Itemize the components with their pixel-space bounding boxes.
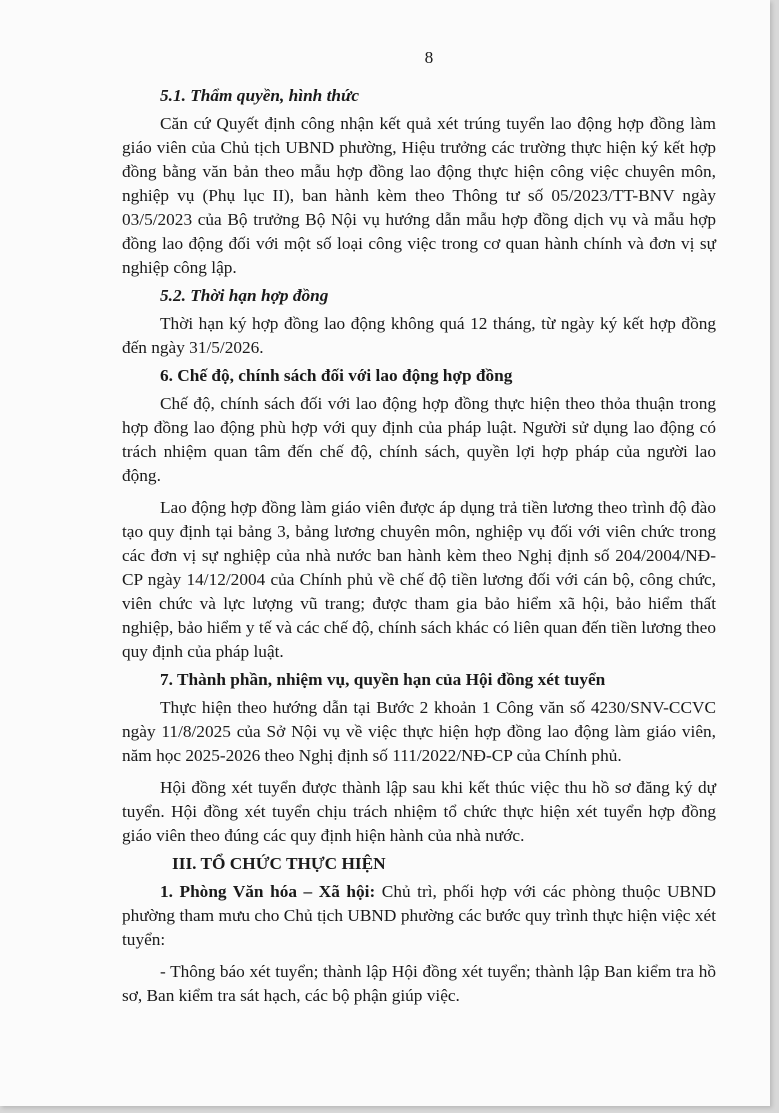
heading-5-1: 5.1. Thẩm quyền, hình thức [160,86,360,105]
paragraph-5-1: Căn cứ Quyết định công nhận kết quả xét trúng tuyển lao động hợp đồng làm giáo viên của Chủ tịch UBND phường, Hiệu trưởng các trường thực hiện ký kết hợp đồng bằng văn bản theo mẫu hợp đồng lao động thực hiện công việc chuyên môn, nghiệp vụ (Phụ lục II), ban hành kèm theo Thông tư số 05/2023/TT-BNV ngày 03/5/2023 của Bộ trưởng Bộ Nội vụ hướng dẫn mẫu hợp đồng dịch vụ và mẫu hợp đồng lao động đối với một số loại công việc trong cơ quan hành chính và đơn vị sự nghiệp công lập. [122,114,716,277]
item1-text: Chủ trì, phối hợp với các phòng thuộc UBND phường tham mưu cho Chủ tịch UBND phường các bước quy trình thực hiện việc xét tuyển: [122,882,716,949]
paragraph-7-2: Hội đồng xét tuyển được thành lập sau khi kết thúc việc thu hồ sơ đăng ký dự tuyển. Hội đồng xét tuyển chịu trách nhiệm tổ chức thực hiện xét tuyển hợp đồng giáo viên theo đúng các quy định hiện hành của nhà nước. [122,778,716,845]
heading-6: 6. Chế độ, chính sách đối với lao động hợp đồng [160,366,513,385]
heading-7: 7. Thành phần, nhiệm vụ, quyền hạn của Hội đồng xét tuyển [160,670,606,689]
bullet-III-1: - Thông báo xét tuyển; thành lập Hội đồng xét tuyển; thành lập Ban kiểm tra hồ sơ, Ban kiểm tra sát hạch, các bộ phận giúp việc. [122,962,716,1005]
page-content [122,46,716,1008]
item1-lead: 1. Phòng Văn hóa – Xã hội: [160,882,376,901]
paragraph-III-1 [122,880,716,952]
paragraph-6-1: Chế độ, chính sách đối với lao động hợp đồng thực hiện theo thỏa thuận trong hợp đồng lao động phù hợp với quy định của pháp luật. Người sử dụng lao động có trách nhiệm quan tâm đến chế độ, chính sách, quyền lợi hợp pháp của người lao động. [122,394,716,485]
heading-5-2: 5.2. Thời hạn hợp đồng [160,286,329,305]
paragraph-7-1: Thực hiện theo hướng dẫn tại Bước 2 khoản 1 Công văn số 4230/SNV-CCVC ngày 11/8/2025 của Sở Nội vụ về việc thực hiện hợp đồng lao động làm giáo viên, năm học 2025-2026 theo Nghị định số 111/2022/NĐ-CP của Chính phủ. [122,698,716,765]
page-number: 8 [424,48,434,67]
heading-III: III. TỔ CHỨC THỰC HIỆN [172,854,386,873]
paragraph-6-2: Lao động hợp đồng làm giáo viên được áp dụng trả tiền lương theo trình độ đào tạo quy định tại bảng 3, bảng lương chuyên môn, nghiệp vụ đối với viên chức trong các đơn vị sự nghiệp của nhà nước ban hành kèm theo Nghị định số 204/2004/NĐ-CP ngày 14/12/2004 của Chính phủ về chế độ tiền lương đối với cán bộ, công chức, viên chức và lực lượng vũ trang; được tham gia bảo hiểm xã hội, bảo hiểm thất nghiệp, bảo hiểm y tế và các chế độ, chính sách khác có liên quan đến tiền lương theo quy định của pháp luật. [122,498,716,661]
paragraph-5-2: Thời hạn ký hợp đồng lao động không quá 12 tháng, từ ngày ký kết hợp đồng đến ngày 31/5/2026. [122,314,716,357]
